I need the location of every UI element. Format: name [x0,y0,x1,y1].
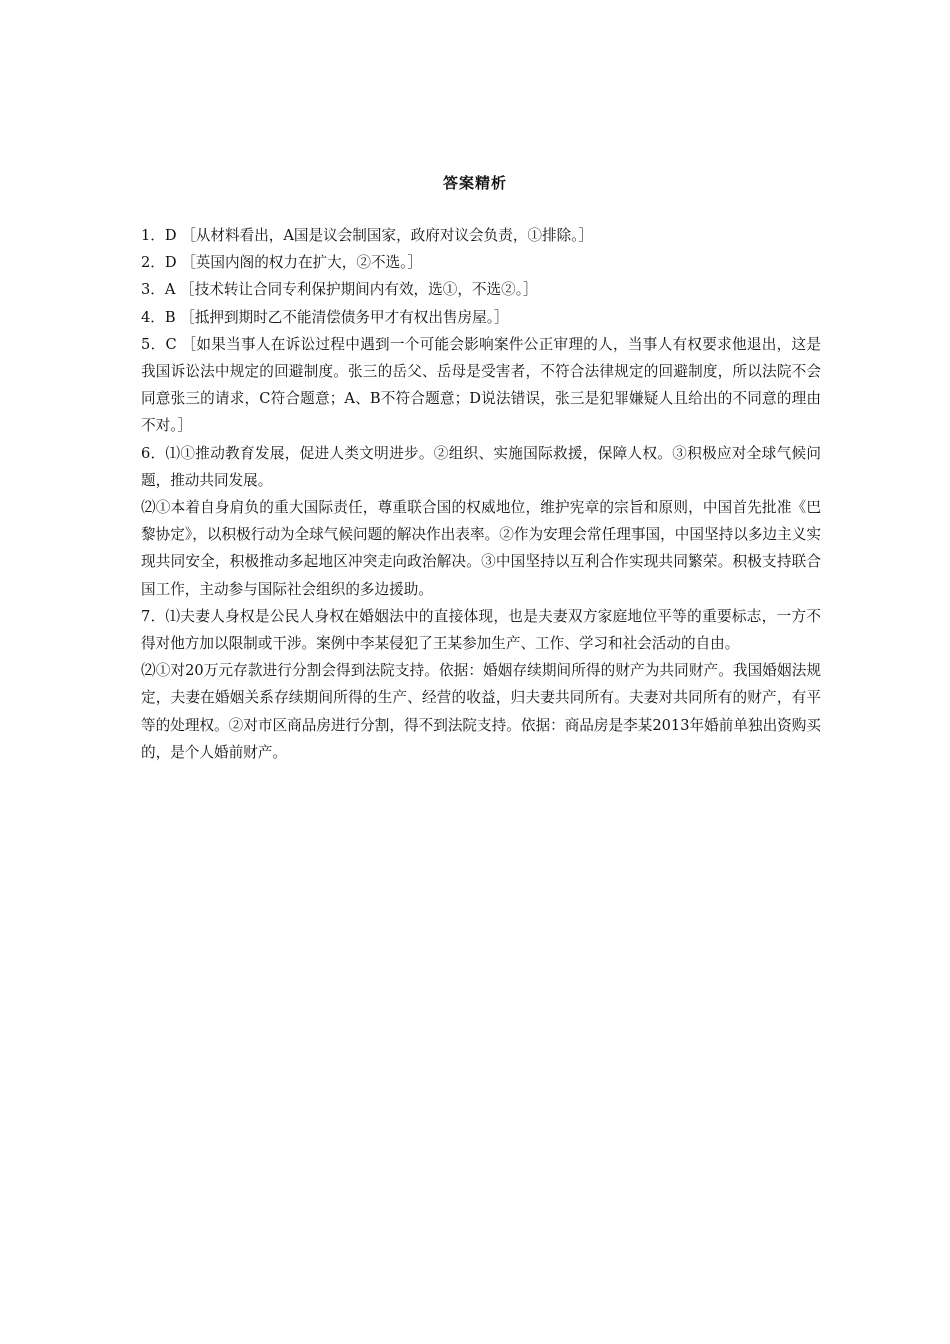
answer-3: 3．A ［技术转让合同专利保护期间内有效，选①，不选②。］ [141,281,538,299]
answer-content [141,222,821,766]
answer-5: 5．C ［如果当事人在诉讼过程中遇到一个可能会影响案件公正审理的人，当事人有权要求他退出，这是我国诉讼法中规定的回避制度。张三的岳父、岳母是受害者，不符合法律规定的回避制度，所以法院不会同意张三的请求，C符合题意；A、B不符合题意；D说法错误，张三是犯罪嫌疑人且给出的不同意的理由不对。］ [141,335,821,435]
answer-7-part-2: ⑵①对20万元存款进行分割会得到法院支持。依据：婚姻存续期间所得的财产为共同财产。我国婚姻法规定，夫妻在婚姻关系存续期间所得的生产、经营的收益，归夫妻共同所有。夫妻对共同所有的财产，有平等的处理权。②对市区商品房进行分割，得不到法院支持。依据：商品房是李某2013年婚前单独出资购买的，是个人婚前财产。 [141,662,821,761]
answer-2: 2．D ［英国内阁的权力在扩大，②不选。］ [141,254,423,272]
answer-7-part-1: 7．⑴夫妻人身权是公民人身权在婚姻法中的直接体现，也是夫妻双方家庭地位平等的重要标志，一方不得对他方加以限制或干涉。案例中李某侵犯了王某参加生产、工作、学习和社会活动的自由。 [141,607,821,653]
page-title: 答案精析 [442,174,507,192]
answer-6-part-2: ⑵①本着自身肩负的重大国际责任，尊重联合国的权威地位，维护宪章的宗旨和原则，中国首先批准《巴黎协定》，以积极行动为全球气候问题的解决作出表率。②作为安理会常任理事国，中国坚持以多边主义实现共同安全，积极推动多起地区冲突走向政治解决。③中国坚持以互利合作实现共同繁荣。积极支持联合国工作，主动参与国际社会组织的多边援助。 [141,499,821,598]
answer-1: 1．D ［从材料看出，A国是议会制国家，政府对议会负责，①排除。］ [141,227,594,244]
answer-6-part-1: 6．⑴①推动教育发展，促进人类文明进步。②组织、实施国际救援，保障人权。③积极应对全球气候问题，推动共同发展。 [141,444,821,489]
answer-4: 4．B ［抵押到期时乙不能清偿债务甲才有权出售房屋。］ [141,308,509,326]
